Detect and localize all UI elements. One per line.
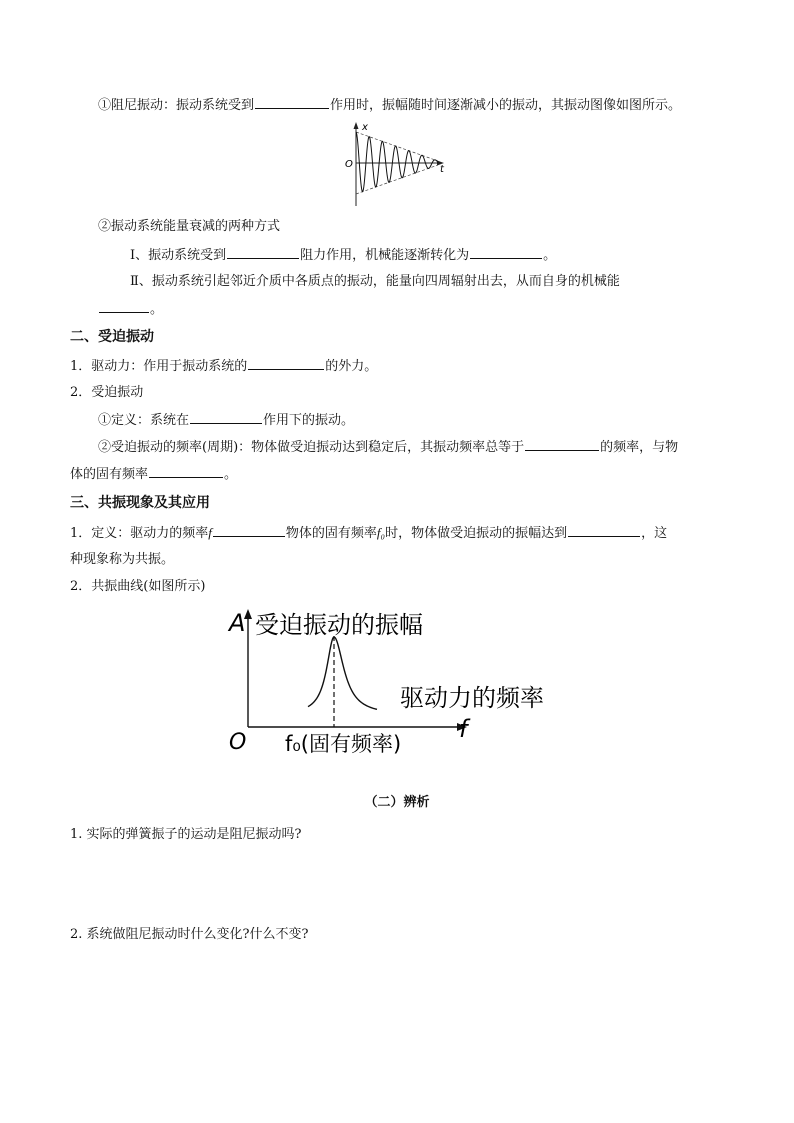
- s2-frequency: [98, 438, 678, 457]
- fig1-y-arrow: [354, 122, 359, 129]
- s3-definition-line2: 种现象称为共振。: [70, 552, 175, 567]
- analysis-question-2: 2. 系统做阻尼振动时什么变化?什么不变?: [70, 927, 309, 942]
- blank-way1-resistance[interactable]: [227, 246, 299, 259]
- fig1-y-label: x: [362, 122, 368, 133]
- blank-natural-frequency-relation[interactable]: [149, 465, 223, 478]
- fig2-resonance-curve: [308, 637, 377, 709]
- damped-oscillation-figure: [342, 120, 452, 210]
- s3-def-mid2: 时，物体做受迫振动的振幅达到: [385, 526, 568, 541]
- fig1-x-label: t: [440, 164, 444, 175]
- s2-def-prefix: ①定义：系统在: [98, 413, 190, 428]
- section2-heading: 二、受迫振动: [70, 329, 154, 345]
- section3-heading: 三、共振现象及其应用: [70, 495, 210, 511]
- blank-driving-force[interactable]: [190, 411, 262, 424]
- blank-damped-force[interactable]: [255, 96, 329, 109]
- s2-def-suffix: 作用下的振动。: [263, 413, 355, 428]
- blank-way1-converted[interactable]: [470, 246, 542, 259]
- fig2-x-axis-letter: f: [459, 715, 468, 743]
- analysis-title: （二）辨析: [364, 795, 430, 810]
- way2-line2: [98, 300, 163, 319]
- s2-freq-line2-prefix: 体的固有频率: [70, 467, 149, 482]
- blank-way2-energy[interactable]: [99, 300, 149, 313]
- fig1-origin-label: O: [345, 159, 353, 170]
- fig2-f0-label: f₀(固有频率): [285, 732, 402, 756]
- s3-def-suffix: ，这: [641, 526, 668, 541]
- s3-definition: [70, 524, 667, 543]
- two-ways-title: ②振动系统能量衰减的两种方式: [98, 219, 281, 234]
- damped-vibration-line: [98, 96, 681, 115]
- s2-item1: [70, 357, 377, 376]
- fig2-origin-label: O: [229, 730, 247, 755]
- way1-end: 。: [543, 248, 557, 263]
- resonance-curve-figure: [225, 603, 575, 763]
- way1-prefix: Ⅰ、振动系统受到: [130, 248, 227, 263]
- blank-equals[interactable]: [213, 524, 285, 537]
- blank-driving-frequency[interactable]: [525, 438, 599, 451]
- damped-suffix: 作用时，振幅随时间逐渐减小的振动，其振动图像如图所示。: [330, 98, 682, 113]
- damped-prefix: ①阻尼振动：振动系统受到: [98, 98, 255, 113]
- s2-frequency-line2: [70, 465, 237, 484]
- fig1-envelope-upper: [356, 132, 438, 161]
- way1-line: [130, 246, 556, 265]
- s2-item1-suffix: 的外力。: [325, 359, 378, 374]
- way2-line: Ⅱ、振动系统引起邻近介质中各质点的振动，能量向四周辐射出去，从而自身的机械能: [130, 274, 620, 289]
- fig1-damped-curve: [356, 132, 438, 192]
- s3-def-f0: f₀: [376, 525, 386, 540]
- fig1-envelope-lower: [356, 165, 438, 194]
- way2-end: 。: [150, 302, 164, 317]
- analysis-question-1: 1. 实际的弹簧振子的运动是阻尼振动吗?: [70, 827, 302, 842]
- s2-definition: [98, 411, 354, 430]
- s3-item2: 2．共振曲线(如图所示): [70, 579, 206, 594]
- s2-item2: 2．受迫振动: [70, 385, 144, 400]
- s3-def-f: f: [208, 525, 212, 540]
- blank-periodic[interactable]: [248, 357, 324, 370]
- s3-def-mid: 物体的固有频率: [285, 526, 377, 541]
- s2-freq-line2-end: 。: [224, 467, 238, 482]
- fig2-x-axis-label: 驱动力的频率: [400, 684, 544, 712]
- s3-def-prefix: 1．定义：驱动力的频率: [70, 526, 209, 541]
- blank-maximum[interactable]: [568, 524, 640, 537]
- s2-item1-prefix: 1．驱动力：作用于振动系统的: [70, 359, 248, 374]
- way1-mid: 阻力作用，机械能逐渐转化为: [300, 248, 470, 263]
- fig2-y-axis-letter: A: [229, 609, 246, 637]
- fig2-y-axis-label: 受迫振动的振幅: [255, 611, 423, 639]
- s2-freq-suffix: 的频率，与物: [600, 440, 679, 455]
- s2-freq-prefix: ②受迫振动的频率(周期)：物体做受迫振动达到稳定后，其振动频率总等于: [98, 440, 525, 455]
